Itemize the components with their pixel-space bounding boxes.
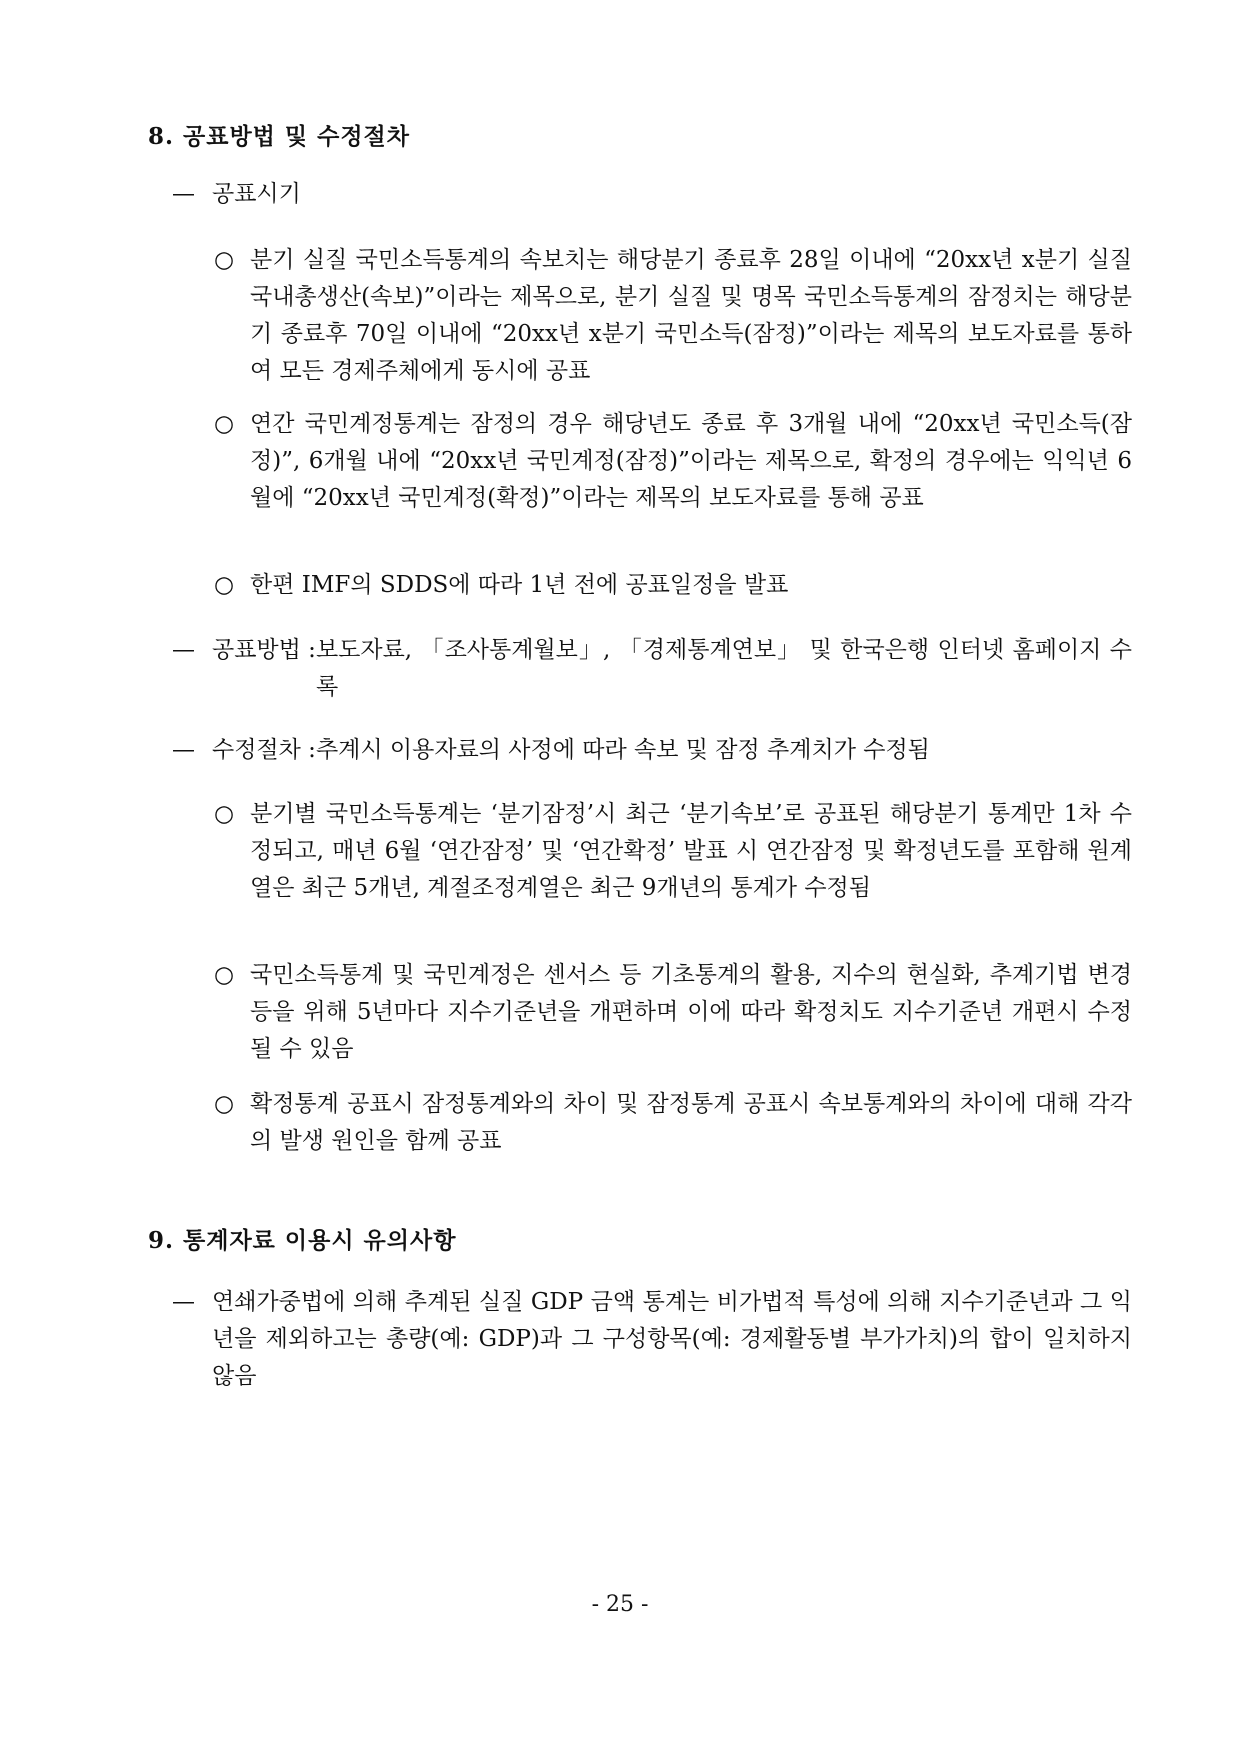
revision-bullet-1-text: 분기별 국민소득통계는 ‘분기잠정’시 최근 ‘분기속보’로 공표된 해당분기 통계만 1차 수정되고, 매년 6월 ‘연간잠정’ 및 ‘연간확정’ 발표 시 연간잠정 및 확정년도를 포함해 원계열은 최근 5개년, 계절조정계열은 최근 9개년의 통계가 수정됨 [250,801,1132,901]
revision-bullet-3 [214,1086,1132,1160]
caution-item-1-text: 연쇄가중법에 의해 추계된 실질 GDP 금액 통계는 비가법적 특성에 의해 지수기준년과 그 익년을 제외하고는 총량(예: GDP)과 그 구성항목(예: 경제활동별 부가가치)의 합이 일치하지 않음 [212,1289,1132,1389]
circle-bullet-icon: ○ [214,411,235,437]
circle-bullet-icon: ○ [214,247,235,273]
timing-bullet-1-text: 분기 실질 국민소득통계의 속보치는 해당분기 종료후 28일 이내에 “20xx년 x분기 실질 국내총생산(속보)”이라는 제목으로, 분기 실질 및 명목 국민소득통계의 잠정치는 해당분기 종료후 70일 이내에 “20xx년 x분기 국민소득(잠정)”이라는 제목의 보도자료를 통하여 모든 경제주체에게 동시에 공표 [250,247,1132,384]
timing-item [172,176,1132,213]
method-label: 공표방법 : [212,637,316,663]
revision-bullet-2 [214,957,1132,1068]
revision-label: 수정절차 : [212,737,316,763]
dash-marker: — [172,637,195,663]
timing-heading: 공표시기 [212,181,301,207]
timing-bullet-3 [214,567,1132,604]
circle-bullet-icon: ○ [214,572,235,598]
revision-text: 추계시 이용자료의 사정에 따라 속보 및 잠정 추계치가 수정됨 [315,737,930,763]
circle-bullet-icon: ○ [214,801,235,827]
timing-bullet-1 [214,242,1132,390]
section-9-title: 9. 통계자료 이용시 유의사항 [148,1227,457,1254]
circle-bullet-icon: ○ [214,962,235,988]
page-number: - 25 - [591,1592,649,1617]
dash-marker: — [172,181,195,207]
revision-bullet-2-text: 국민소득통계 및 국민계정은 센서스 등 기초통계의 활용, 지수의 현실화, 추계기법 변경 등을 위해 5년마다 지수기준년을 개편하며 이에 따라 확정치도 지수기준년 개편시 수정될 수 있음 [250,962,1132,1062]
section-8-title: 8. 공표방법 및 수정절차 [148,123,410,150]
circle-bullet-icon: ○ [214,1091,235,1117]
dash-marker: — [172,1289,195,1315]
timing-bullet-2-text: 연간 국민계정통계는 잠정의 경우 해당년도 종료 후 3개월 내에 “20xx년 국민소득(잠정)”, 6개월 내에 “20xx년 국민계정(잠정)”이라는 제목으로, 확정의 경우에는 익익년 6월에 “20xx년 국민계정(확정)”이라는 제목의 보도자료를 통해 공표 [250,411,1132,511]
method-item [172,632,1132,706]
revision-item [172,732,1132,769]
timing-bullet-3-text: 한편 IMF의 SDDS에 따라 1년 전에 공표일정을 발표 [250,572,789,598]
method-text: 보도자료, 「조사통계월보」, 「경제통계연보」 및 한국은행 인터넷 홈페이지 수록 [315,637,1132,700]
dash-marker: — [172,737,195,763]
caution-item-1 [172,1284,1132,1395]
timing-bullet-2 [214,406,1132,517]
revision-bullet-1 [214,796,1132,907]
revision-bullet-3-text: 확정통계 공표시 잠정통계와의 차이 및 잠정통계 공표시 속보통계와의 차이에 대해 각각의 발생 원인을 함께 공표 [250,1091,1132,1154]
